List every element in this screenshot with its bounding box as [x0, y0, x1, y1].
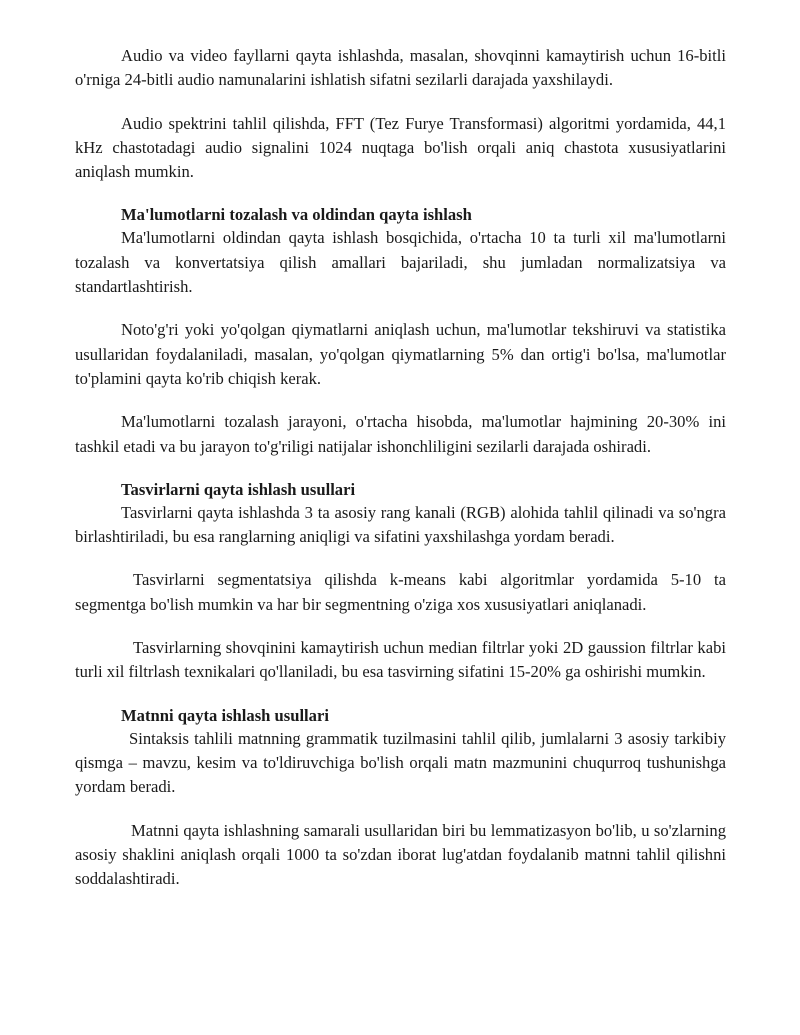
paragraph-syntax-analysis: Sintaksis tahlili matnning grammatik tuzilmasini tahlil qilib, jumlalarni 3 asosiy tarkibiy qismga – mavzu, kesim va to'ldiruvchiga bo'lish orqali matn mazmunini chuqurroq tushunishga yordam beradi.: [75, 728, 726, 797]
paragraph-audio-bitdepth: Audio va video fayllarni qayta ishlashda, masalan, shovqinni kamaytirish uchun 16-bitli o'rniga 24-bitli audio namunalarini ishlatish sifatni sezilarli darajada yaxshilaydi.: [75, 46, 726, 90]
paragraph-audio-fft: Audio spektrini tahlil qilishda, FFT (Tez Furye Transformasi) algoritmi yordamida, 44,1 kHz chastotadagi audio signalini 1024 nuqtaga bo'lish orqali aniq chastota xususiyatlarini aniqlash mumkin.: [75, 113, 726, 182]
paragraph-lemmatization: Matnni qayta ishlashning samarali usullaridan biri bu lemmatizasyon bo'lib, u so'zlarning asosiy shaklini aniqlash orqali 1000 ta so'zdan iborat lug'atdan foydalanib matnni tahlil qilishni soddalashtiradi.: [75, 820, 726, 889]
paragraph-noise-filters: Tasvirlarning shovqinini kamaytirish uchun median filtrlar yoki 2D gaussion filtrlar kabi turli xil filtrlash texnikalari qo'llaniladi, bu esa tasvirning sifatini 15-20% ga oshirishi mumkin.: [75, 638, 726, 682]
section-heading-image-processing: Tasvirlarni qayta ishlash usullari: [121, 479, 356, 499]
paragraph-missing-values: Noto'g'ri yoki yo'qolgan qiymatlarni aniqlash uchun, ma'lumotlar tekshiruvi va statistika usullaridan foydalaniladi, masalan, yo'qolgan qiymatlarning 5% dan ortig'i bo'lsa, ma'lumotlar to'plamini qayta ko'rib chiqish kerak.: [75, 320, 726, 388]
section-heading-text-processing: Matnni qayta ishlash usullari: [121, 705, 329, 725]
paragraph-segmentation: Tasvirlarni segmentatsiya qilishda k-means kabi algoritmlar yordamida 5-10 ta segmentga bo'lish mumkin va har bir segmentning o'ziga xos xususiyatlari aniqlanadi.: [75, 570, 726, 614]
document-page: [75, 44, 726, 891]
paragraph-cleaning-share: Ma'lumotlarni tozalash jarayoni, o'rtacha hisobda, ma'lumotlar hajmining 20-30% ini tashkil etadi va bu jarayon to'g'riligi natijalar ishonchliligini sezilarli darajada oshiradi.: [75, 412, 726, 456]
section-heading-data-cleaning: Ma'lumotlarni tozalash va oldindan qayta ishlash: [121, 205, 472, 225]
paragraph-preprocessing-steps: Ma'lumotlarni oldindan qayta ishlash bosqichida, o'rtacha 10 ta turli xil ma'lumotlarni tozalash va konvertatsiya qilish amallari bajariladi, shu jumladan normalizatsiya va standartlashtirish.: [75, 228, 726, 297]
paragraph-rgb-channels: Tasvirlarni qayta ishlashda 3 ta asosiy rang kanali (RGB) alohida tahlil qilinadi va so'ngra birlashtiriladi, bu esa ranglarning aniqligi va sifatini yaxshilashga yordam beradi.: [75, 502, 726, 547]
